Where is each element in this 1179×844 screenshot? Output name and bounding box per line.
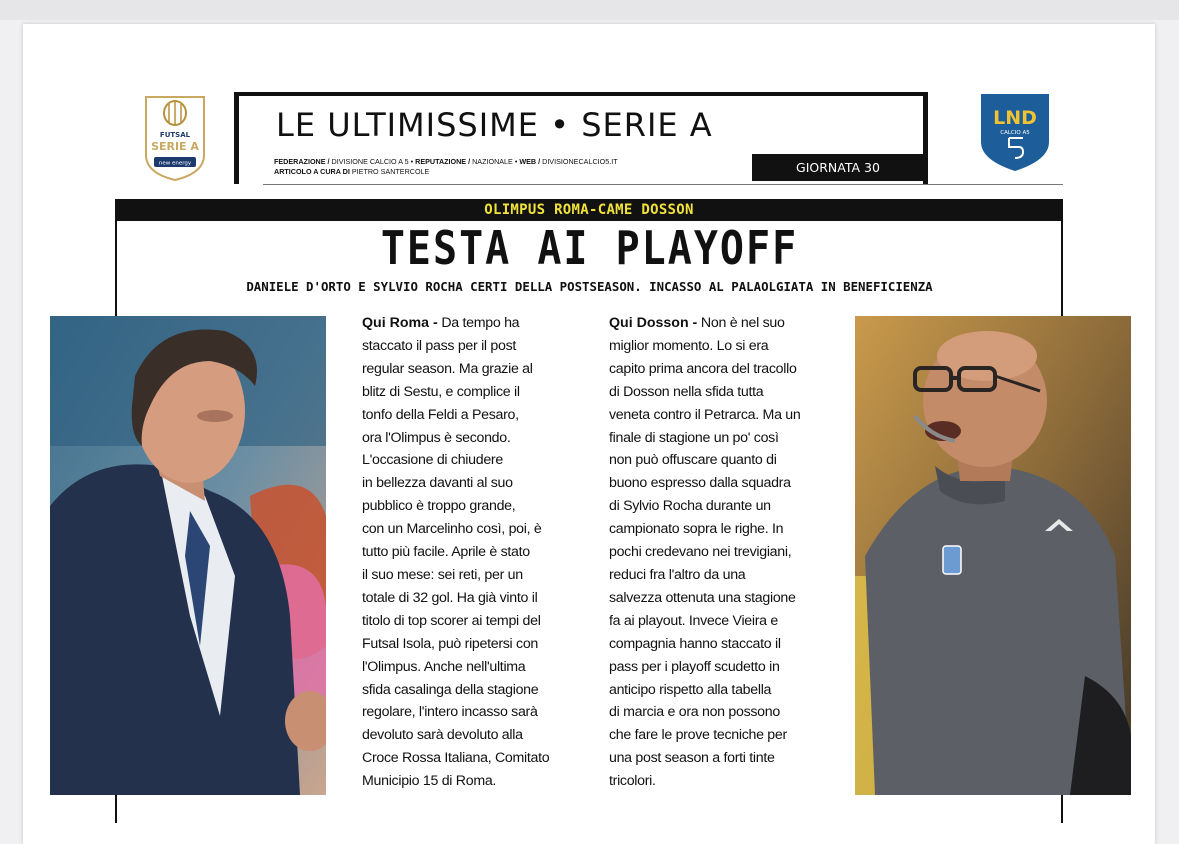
match-bar: OLIMPUS ROMA-CAME DOSSON	[115, 199, 1063, 221]
article-column-dosson	[609, 312, 824, 793]
giornata-badge: GIORNATA 30	[752, 154, 924, 181]
column-lead-dosson: Qui Dosson -	[609, 315, 698, 331]
lnd-logo-main: LND	[993, 107, 1037, 129]
headline: TESTA AI PLAYOFF	[380, 222, 799, 276]
frame-line-right-bottom	[1061, 795, 1063, 823]
section-title: LE ULTIMISSIME • SERIE A	[276, 106, 713, 144]
column-body-roma: Da tempo ha staccato il pass per il post regular season. Ma grazie al blitz di Sestu, e complice il tonfo della Feldi a Pesaro, ora l'Olimpus è secondo. L'occasione di chiudere in bellezza davanti al suo pubblico è troppo grande, con un Marcelinho così, poi, è tutto più facile. Aprile è stato il suo mese: sei reti, per un totale di 32 gol. Ha già vinto il titolo di top scorer ai tempi del Futsal Isola, può ripetersi con l'Olimpus. Anche nell'ultima sfida casalinga della stagione regolare, l'intero incasso sarà devoluto sarà devoluto alla Croce Rossa Italiana, Comitato Municipio 15 di Roma.	[362, 315, 550, 790]
photo-daniele-dorto	[50, 316, 326, 795]
header-meta-line1: FEDERAZIONE / DIVISIONE CALCIO A 5 • REPUTAZIONE / NAZIONALE • WEB / DIVISIONECALCIO5.IT	[274, 157, 618, 166]
header-meta-line2: ARTICOLO A CURA DI PIETRO SANTERCOLE	[274, 167, 430, 176]
article-column-roma	[362, 312, 577, 793]
window-top-bar	[0, 0, 1179, 20]
futsal-logo-line3: new energy	[158, 160, 192, 167]
photo-sylvio-rocha	[855, 316, 1131, 795]
subheadline: DANIELE D'ORTO E SYLVIO ROCHA CERTI DELLA POSTSEASON. INCASSO AL PALAOLGIATA IN BENEFICIENZA	[246, 279, 933, 294]
header-meta	[274, 157, 618, 177]
column-lead-roma: Qui Roma -	[362, 315, 438, 331]
futsal-logo-line1: FUTSAL	[159, 131, 191, 139]
frame-line-left-bottom	[115, 795, 117, 823]
lnd-logo-sub: CALCIO A5	[1000, 130, 1030, 136]
futsal-logo-line2: SERIE A	[151, 140, 199, 153]
column-body-dosson: Non è nel suo miglior momento. Lo si era capito prima ancora del tracollo di Dosson nella sfida tutta veneta contro il Petrarca. Ma un finale di stagione un po' così non può offuscare quanto di buono espresso dalla squadra di Sylvio Rocha durante un campionato sopra le righe. In pochi credevano nei trevigiani, reduci fra l'altro da una salvezza ottenuta una stagione fa ai playout. Invece Vieira e compagnia hanno staccato il pass per i playoff scudetto in anticipo rispetto alla tabella di marcia e ora non possono che fare le prove tecniche per una post season a forti tinte tricolori.	[609, 315, 801, 790]
header-divider	[263, 184, 1063, 185]
futsal-serie-a-logo	[140, 93, 210, 181]
lnd-logo	[979, 92, 1051, 172]
